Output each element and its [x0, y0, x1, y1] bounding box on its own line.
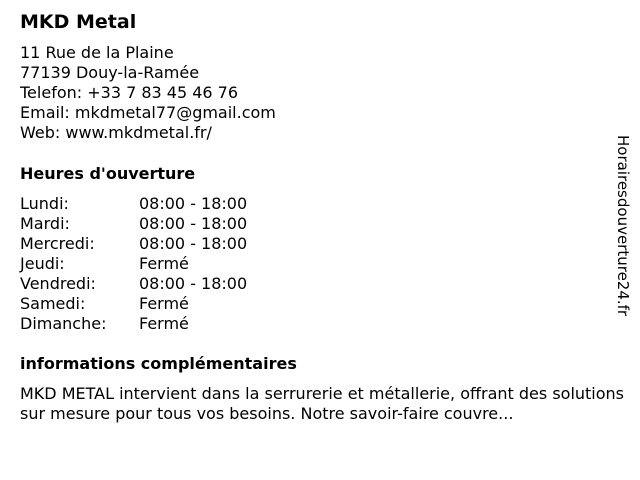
day-hours: Fermé: [139, 314, 189, 333]
opening-hours-table: [20, 194, 247, 334]
day-hours: Fermé: [139, 254, 189, 273]
day-label: Mercredi:: [20, 234, 95, 253]
hours-row-thursday: [20, 254, 247, 274]
address-line-city: 77139 Douy-la-Ramée: [20, 63, 200, 82]
opening-hours-heading: Heures d'ouverture: [20, 164, 196, 183]
watermark-text: Horairesdouverture24.fr: [614, 135, 632, 317]
hours-row-friday: [20, 274, 247, 294]
site-watermark: [611, 135, 635, 345]
email-text: Email: mkdmetal77@gmail.com: [20, 103, 276, 122]
day-hours: 08:00 - 18:00: [139, 214, 248, 233]
day-label: Lundi:: [20, 194, 69, 213]
day-label: Vendredi:: [20, 274, 96, 293]
hours-row-tuesday: [20, 214, 247, 234]
phone-text: Telefon: +33 7 83 45 46 76: [20, 83, 239, 102]
day-hours: 08:00 - 18:00: [139, 234, 248, 253]
hours-row-saturday: [20, 294, 247, 314]
day-hours: 08:00 - 18:00: [139, 194, 248, 213]
day-hours: 08:00 - 18:00: [139, 274, 248, 293]
hours-row-wednesday: [20, 234, 247, 254]
day-label: Samedi:: [20, 294, 86, 313]
address-line-street: 11 Rue de la Plaine: [20, 43, 174, 62]
additional-info-text: MKD METAL intervient dans la serrurerie et métallerie, offrant des solutions sur mesure pour tous vos besoins. Notre savoir-faire couvre...: [20, 384, 625, 423]
business-name: MKD Metal: [20, 11, 137, 33]
hours-row-sunday: [20, 314, 247, 334]
website-text: Web: www.mkdmetal.fr/: [20, 123, 212, 142]
hours-row-monday: [20, 194, 247, 214]
additional-info-heading: informations complémentaires: [20, 354, 297, 373]
day-label: Jeudi:: [20, 254, 65, 273]
day-label: Dimanche:: [20, 314, 107, 333]
contact-block: [20, 43, 276, 143]
day-label: Mardi:: [20, 214, 70, 233]
day-hours: Fermé: [139, 294, 189, 313]
